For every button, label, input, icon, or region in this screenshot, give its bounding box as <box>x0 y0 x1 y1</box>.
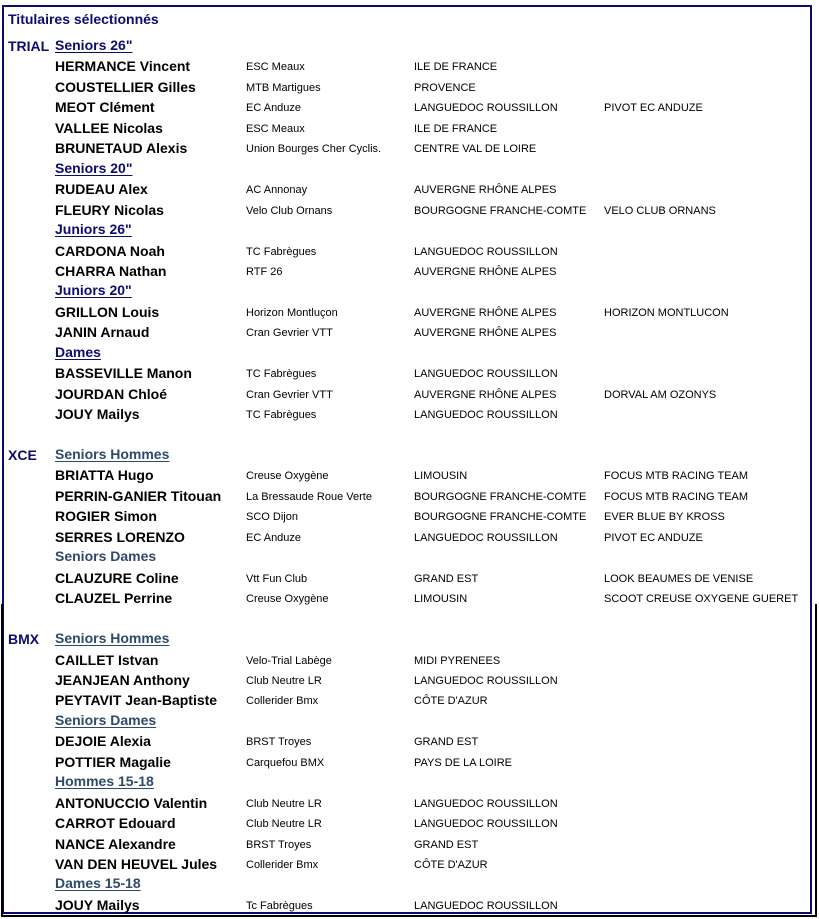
rider-row <box>0 731 819 751</box>
category-heading: Seniors Hommes <box>55 630 170 647</box>
rider-row <box>0 793 819 813</box>
category-row <box>0 547 819 567</box>
rider-name: JOUY Mailys <box>55 896 140 913</box>
page-title: Titulaires sélectionnés <box>8 11 159 27</box>
rider-region: LANGUEDOC ROUSSILLON <box>414 368 558 381</box>
rider-region: PAYS DE LA LOIRE <box>414 756 513 769</box>
rider-club: TC Fabrègues <box>246 368 317 381</box>
rider-row <box>0 404 819 424</box>
rider-name: CARDONA Noah <box>55 242 165 259</box>
rider-region: LANGUEDOC ROUSSILLON <box>414 245 558 258</box>
rider-row <box>0 568 819 588</box>
rider-region: AUVERGNE RHÔNE ALPES <box>414 184 557 197</box>
rider-club: TC Fabrègues <box>246 245 317 258</box>
rider-club: Creuse Oxygène <box>246 470 329 483</box>
rider-row <box>0 854 819 874</box>
rider-club: EC Anduze <box>246 102 302 115</box>
rider-team: SCOOT CREUSE OXYGENE GUERET <box>604 593 799 606</box>
rider-name: JANIN Arnaud <box>55 324 150 341</box>
rider-team: PIVOT EC ANDUZE <box>604 102 703 115</box>
category-heading: Dames 15-18 <box>55 875 141 892</box>
rider-name: CAILLET Istvan <box>55 651 159 668</box>
category-row <box>0 772 819 792</box>
rider-name: PEYTAVIT Jean-Baptiste <box>55 692 218 709</box>
rider-region: LANGUEDOC ROUSSILLON <box>414 818 558 831</box>
rider-name: MEOT Clément <box>55 99 155 116</box>
category-heading: Juniors 20" <box>55 282 132 299</box>
rider-team: HORIZON MONTLUCON <box>604 306 729 319</box>
rider-name: CLAUZURE Coline <box>55 569 179 586</box>
rider-row <box>0 895 819 915</box>
rider-region: AUVERGNE RHÔNE ALPES <box>414 388 557 401</box>
rider-club: ESC Meaux <box>246 122 305 135</box>
rider-team: FOCUS MTB RACING TEAM <box>604 490 749 503</box>
category-row <box>0 343 819 363</box>
rider-row <box>0 650 819 670</box>
rider-name: HERMANCE Vincent <box>55 58 191 75</box>
rider-region: ILE DE FRANCE <box>414 122 498 135</box>
rider-team: DORVAL AM OZONYS <box>604 388 717 401</box>
category-row <box>0 281 819 301</box>
rider-row <box>0 506 819 526</box>
rider-name: GRILLON Louis <box>55 303 160 320</box>
rider-region: AUVERGNE RHÔNE ALPES <box>414 265 557 278</box>
category-heading: Seniors 20" <box>55 159 133 176</box>
category-row <box>0 629 819 649</box>
rider-name: ROGIER Simon <box>55 508 157 525</box>
rider-row <box>0 527 819 547</box>
rider-club: TC Fabrègues <box>246 409 317 422</box>
category-row <box>0 36 819 56</box>
rider-row <box>0 138 819 158</box>
rider-region: LANGUEDOC ROUSSILLON <box>414 102 558 115</box>
rider-row <box>0 588 819 608</box>
rider-row <box>0 200 819 220</box>
rider-row <box>0 261 819 281</box>
rider-club: Collerider Bmx <box>246 695 319 708</box>
rider-team: LOOK BEAUMES DE VENISE <box>604 572 754 585</box>
rider-row <box>0 56 819 76</box>
rider-row <box>0 465 819 485</box>
rider-region: BOURGOGNE FRANCHE-COMTE <box>414 511 587 524</box>
rider-region: GRAND EST <box>414 572 479 585</box>
category-row <box>0 445 819 465</box>
rider-name: BRUNETAUD Alexis <box>55 140 188 157</box>
rider-region: LIMOUSIN <box>414 593 468 606</box>
rider-name: JOURDAN Chloé <box>55 385 168 402</box>
rider-row <box>0 241 819 261</box>
category-heading: Hommes 15-18 <box>55 773 154 790</box>
rider-row <box>0 384 819 404</box>
rider-club: MTB Martigues <box>246 81 321 94</box>
rider-row <box>0 752 819 772</box>
rider-region: LANGUEDOC ROUSSILLON <box>414 674 558 687</box>
rider-region: LANGUEDOC ROUSSILLON <box>414 899 558 912</box>
rider-region: AUVERGNE RHÔNE ALPES <box>414 327 557 340</box>
rider-club: Club Neutre LR <box>246 797 322 810</box>
rider-row <box>0 834 819 854</box>
rider-name: CLAUZEL Perrine <box>55 590 173 607</box>
rider-club: Tc Fabrègues <box>246 899 313 912</box>
rider-club: RTF 26 <box>246 265 283 278</box>
rider-region: LANGUEDOC ROUSSILLON <box>414 531 558 544</box>
discipline-label: BMX <box>8 631 40 648</box>
rider-name: VAN DEN HEUVEL Jules <box>55 856 218 872</box>
category-heading: Seniors 26" <box>55 37 133 53</box>
rider-row <box>0 670 819 690</box>
rider-club: Horizon Montluçon <box>246 306 338 319</box>
rider-region: BOURGOGNE FRANCHE-COMTE <box>414 490 587 503</box>
rider-row <box>0 97 819 117</box>
rider-row <box>0 690 819 710</box>
rider-name: SERRES LORENZO <box>55 528 185 545</box>
rider-name: JOUY Mailys <box>55 406 140 423</box>
rider-region: GRAND EST <box>414 736 479 749</box>
rider-club: Club Neutre LR <box>246 818 322 831</box>
rider-club: EC Anduze <box>246 531 302 544</box>
rider-club: Cran Gevrier VTT <box>246 388 333 401</box>
rider-region: CÔTE D'AZUR <box>414 859 488 871</box>
rider-name: POTTIER Magalie <box>55 753 171 770</box>
rider-club: Collerider Bmx <box>246 859 319 871</box>
rider-region: PROVENCE <box>414 81 476 94</box>
category-row <box>0 711 819 731</box>
rider-name: NANCE Alexandre <box>55 835 176 852</box>
rider-club: BRST Troyes <box>246 736 312 749</box>
category-heading: Seniors Dames <box>55 711 157 728</box>
rider-club: Velo-Trial Labège <box>246 654 332 667</box>
rider-club: Velo Club Ornans <box>246 204 333 217</box>
rider-row <box>0 363 819 383</box>
rider-team: FOCUS MTB RACING TEAM <box>604 470 749 483</box>
rider-club: Club Neutre LR <box>246 674 322 687</box>
rider-row <box>0 77 819 97</box>
category-heading: Seniors Hommes <box>55 446 170 462</box>
rider-club: BRST Troyes <box>246 838 312 851</box>
rider-row <box>0 118 819 138</box>
rider-team: PIVOT EC ANDUZE <box>604 531 703 544</box>
category-row <box>0 220 819 240</box>
rider-club: AC Annonay <box>246 184 308 197</box>
rider-name: RUDEAU Alex <box>55 181 148 198</box>
rider-region: LANGUEDOC ROUSSILLON <box>414 409 558 422</box>
rider-region: CÔTE D'AZUR <box>414 695 488 708</box>
rider-region: ILE DE FRANCE <box>414 61 498 74</box>
rider-club: Cran Gevrier VTT <box>246 327 333 340</box>
rider-club: Vtt Fun Club <box>246 572 308 585</box>
rider-name: VALLEE Nicolas <box>55 119 163 136</box>
rider-name: CHARRA Nathan <box>55 262 167 279</box>
rider-name: PERRIN-GANIER Titouan <box>55 487 222 504</box>
rider-region: CENTRE VAL DE LOIRE <box>414 143 537 156</box>
rider-region: MIDI PYRENEES <box>414 654 501 667</box>
rider-row <box>0 179 819 199</box>
discipline-label: XCE <box>8 447 37 463</box>
rider-name: BRIATTA Hugo <box>55 467 154 484</box>
rider-region: LANGUEDOC ROUSSILLON <box>414 797 558 810</box>
category-row <box>0 874 819 894</box>
category-heading: Seniors Dames <box>55 548 157 565</box>
rider-row <box>0 813 819 833</box>
rider-club: Union Bourges Cher Cyclis. <box>246 143 382 156</box>
category-heading: Dames <box>55 343 101 360</box>
rider-row <box>0 322 819 342</box>
rider-name: DEJOIE Alexia <box>55 733 151 750</box>
rider-club: ESC Meaux <box>246 61 305 74</box>
rider-row <box>0 486 819 506</box>
rider-club: SCO Dijon <box>246 511 298 524</box>
rider-region: BOURGOGNE FRANCHE-COMTE <box>414 204 587 217</box>
rider-region: GRAND EST <box>414 838 479 851</box>
rider-name: CARROT Edouard <box>55 815 176 832</box>
rider-team: EVER BLUE BY KROSS <box>604 511 725 524</box>
category-heading: Juniors 26" <box>55 221 132 238</box>
rider-name: JEANJEAN Anthony <box>55 671 190 688</box>
rider-club: Creuse Oxygène <box>246 593 329 606</box>
discipline-label: TRIAL <box>8 38 50 54</box>
rider-region: AUVERGNE RHÔNE ALPES <box>414 306 557 319</box>
rider-club: La Bressaude Roue Verte <box>246 490 372 503</box>
rider-name: FLEURY Nicolas <box>55 201 164 218</box>
rider-name: ANTONUCCIO Valentin <box>55 794 208 811</box>
rider-team: VELO CLUB ORNANS <box>604 204 716 217</box>
rider-row <box>0 302 819 322</box>
rider-name: COUSTELLIER Gilles <box>55 78 196 95</box>
category-row <box>0 159 819 179</box>
rider-club: Carquefou BMX <box>246 756 325 769</box>
rider-name: BASSEVILLE Manon <box>55 365 192 382</box>
rider-region: LIMOUSIN <box>414 470 468 483</box>
